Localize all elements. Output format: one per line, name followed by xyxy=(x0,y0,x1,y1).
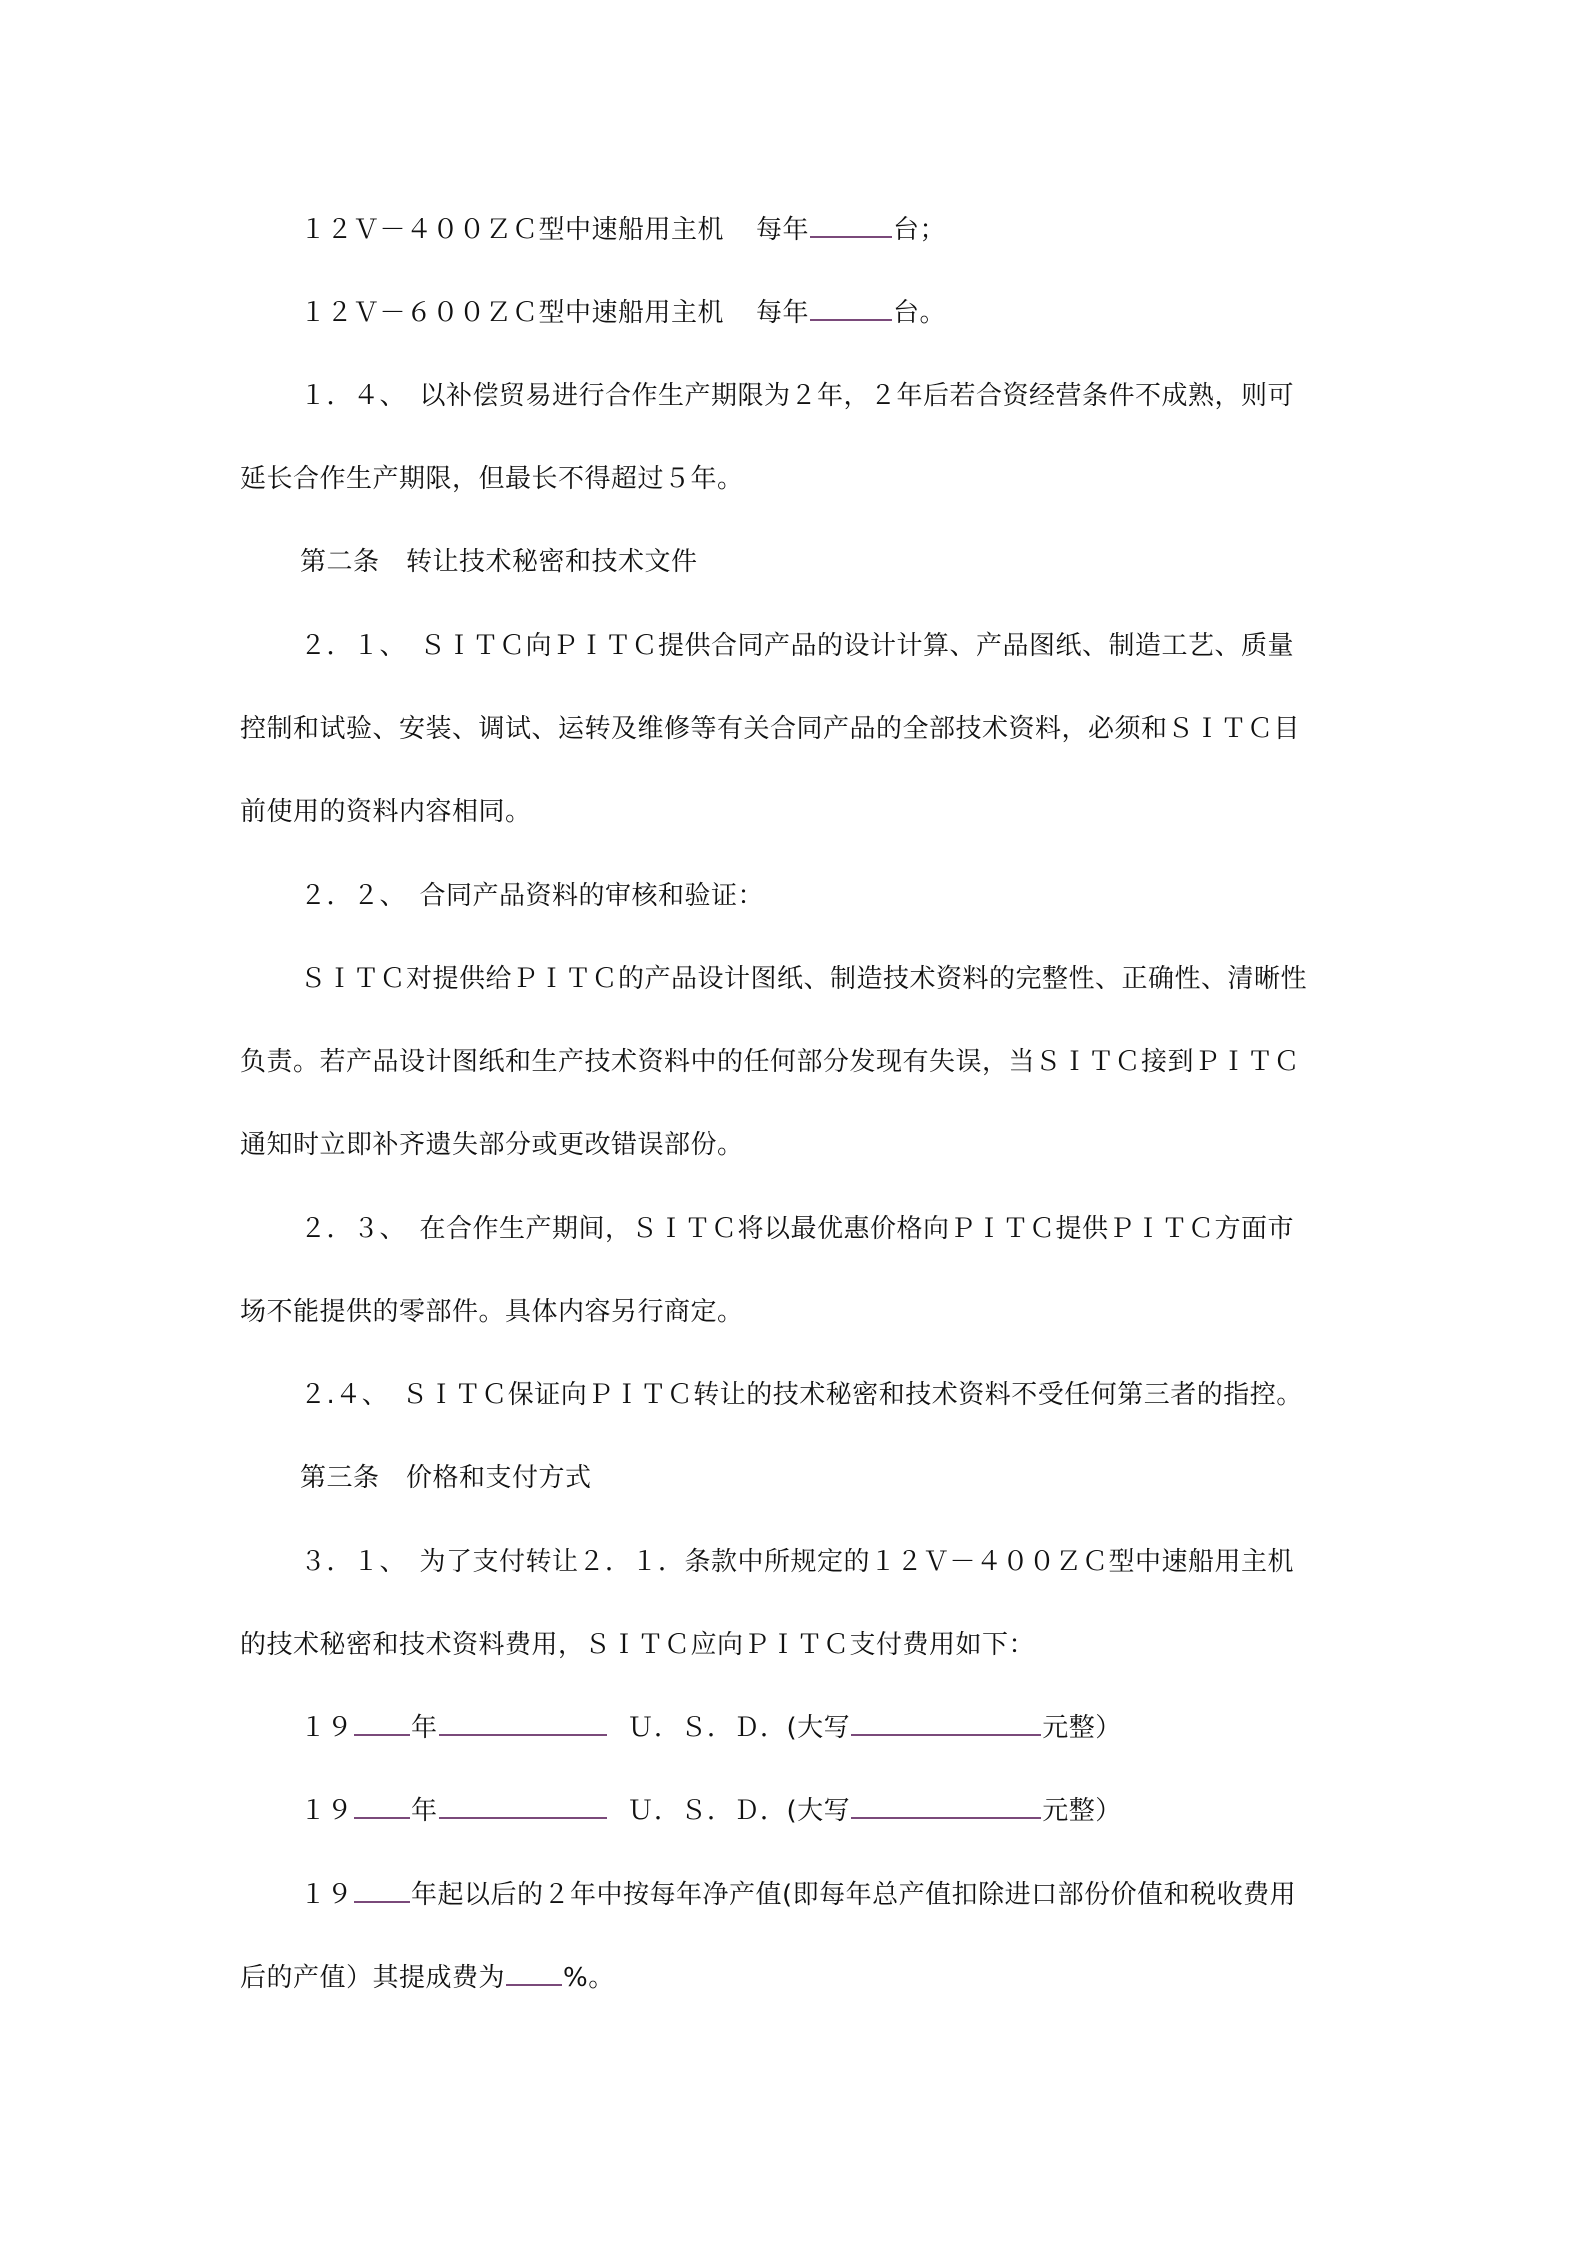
engine-400-per-year: 每年 xyxy=(756,215,810,245)
engine-600-unit: 台。 xyxy=(893,298,947,328)
engine-400-line xyxy=(0,212,1586,248)
payment-2-year-prefix: １９ xyxy=(300,1796,354,1826)
clause-3-1-line-2: 的技术秘密和技术资料费用，ＳＩＴＣ应向ＰＩＴＣ支付费用如下： xyxy=(240,1630,1036,1660)
payment-1-words-blank xyxy=(851,1710,1041,1736)
payment-2-currency: Ｕ．Ｓ．Ｄ．(大写 xyxy=(627,1796,851,1826)
clause-2-1-line-2: 控制和试验、安装、调试、运转及维修等有关合同产品的全部技术资料，必须和ＳＩＴＣ目 xyxy=(240,714,1301,744)
engine-600-quantity-blank xyxy=(810,295,892,321)
clause-2-1-line-3: 前使用的资料内容相同。 xyxy=(240,797,532,827)
royalty-rate-blank xyxy=(506,1960,562,1986)
clause-2-2-line-1: ＳＩＴＣ对提供给ＰＩＴＣ的产品设计图纸、制造技术资料的完整性、正确性、清晰性 xyxy=(300,964,1308,994)
royalty-rate-suffix: %。 xyxy=(563,1963,615,1993)
clause-1-4-line-1: １．４、 以补偿贸易进行合作生产期限为２年，２年后若合资经营条件不成熟，则可 xyxy=(300,381,1295,411)
royalty-text: 年起以后的２年中按每年净产值(即每年总产值扣除进口部份价值和税收费用 xyxy=(411,1880,1297,1910)
payment-1-year-label: 年 xyxy=(411,1713,438,1743)
clause-1-4-line-2: 延长合作生产期限，但最长不得超过５年。 xyxy=(240,464,744,494)
payment-2-year-blank xyxy=(354,1793,410,1819)
payment-1-year-blank xyxy=(354,1710,410,1736)
payment-2-year-label: 年 xyxy=(411,1796,438,1826)
engine-400-unit: 台； xyxy=(893,215,947,245)
royalty-line-2 xyxy=(0,1960,1586,1996)
clause-2-3-line-1: ２．３、 在合作生产期间，ＳＩＴＣ将以最优惠价格向ＰＩＴＣ提供ＰＩＴＣ方面市 xyxy=(300,1214,1295,1244)
payment-2-words-blank xyxy=(851,1793,1041,1819)
clause-2-2-line-2: 负责。若产品设计图纸和生产技术资料中的任何部分发现有失误，当ＳＩＴＣ接到ＰＩＴＣ xyxy=(240,1047,1301,1077)
payment-1-currency: Ｕ．Ｓ．Ｄ．(大写 xyxy=(627,1713,851,1743)
engine-600-line xyxy=(0,295,1586,331)
engine-400-quantity-blank xyxy=(810,212,892,238)
payment-1-amount-blank xyxy=(439,1710,607,1736)
payment-2-suffix: 元整） xyxy=(1042,1796,1122,1826)
engine-600-model: １２Ｖ－６００ＺＣ型中速船用主机 xyxy=(300,298,725,328)
article-3-heading: 第三条 价格和支付方式 xyxy=(300,1463,592,1493)
engine-400-model: １２Ｖ－４００ＺＣ型中速船用主机 xyxy=(300,215,725,245)
payment-line-1 xyxy=(0,1710,1586,1746)
royalty-year-blank xyxy=(354,1877,410,1903)
royalty-line-1 xyxy=(0,1877,1586,1913)
clause-2-2-line-3: 通知时立即补齐遗失部分或更改错误部份。 xyxy=(240,1130,744,1160)
clause-2-3-line-2: 场不能提供的零部件。具体内容另行商定。 xyxy=(240,1297,744,1327)
clause-2-4-line: ２.４、 ＳＩＴＣ保证向ＰＩＴＣ转让的技术秘密和技术资料不受任何第三者的指控。 xyxy=(300,1380,1303,1410)
clause-3-1-line-1: ３．１、 为了支付转让２．１．条款中所规定的１２Ｖ－４００ＺＣ型中速船用主机 xyxy=(300,1547,1295,1577)
engine-600-per-year: 每年 xyxy=(756,298,810,328)
clause-2-2-heading: ２．２、 合同产品资料的审核和验证： xyxy=(300,881,765,911)
clause-2-1-line-1: ２．１、 ＳＩＴＣ向ＰＩＴＣ提供合同产品的设计计算、产品图纸、制造工艺、质量 xyxy=(300,631,1295,661)
payment-2-amount-blank xyxy=(439,1793,607,1819)
payment-1-year-prefix: １９ xyxy=(300,1713,354,1743)
article-2-heading: 第二条 转让技术秘密和技术文件 xyxy=(300,547,698,577)
payment-line-2 xyxy=(0,1793,1586,1829)
payment-1-suffix: 元整） xyxy=(1042,1713,1122,1743)
royalty-year-prefix: １９ xyxy=(300,1880,354,1910)
royalty-rate-label: 后的产值）其提成费为 xyxy=(240,1963,506,1993)
